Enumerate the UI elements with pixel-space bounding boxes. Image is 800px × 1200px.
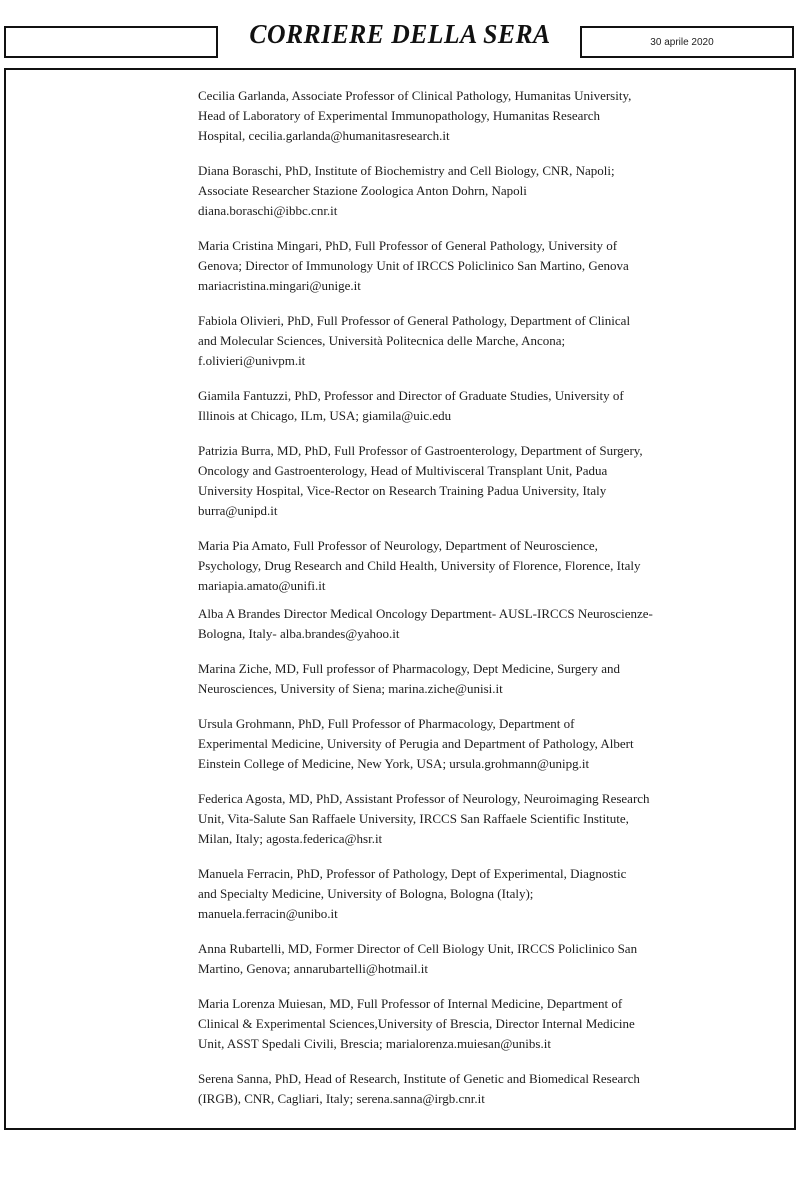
entry-line: Marina Ziche, MD, Full professor of Pharmacology, Dept Medicine, Surgery and (198, 661, 621, 676)
entry-line: Illinois at Chicago, ILm, USA; giamila@uic.edu (198, 408, 452, 423)
entry-line: Cecilia Garlanda, Associate Professor of Clinical Pathology, Humanitas University, (198, 88, 632, 103)
signatory-entry (198, 86, 688, 146)
entry-line: Serena Sanna, PhD, Head of Research, Institute of Genetic and Biomedical Research (198, 1071, 640, 1086)
entry-line: Maria Cristina Mingari, PhD, Full Professor of General Pathology, University of (198, 238, 618, 253)
entry-line: Fabiola Olivieri, PhD, Full Professor of General Pathology, Department of Clinical (198, 313, 631, 328)
signatory-entry (198, 311, 688, 371)
signatory-entry (198, 714, 688, 774)
entry-line: mariacristina.mingari@unige.it (198, 278, 361, 293)
entry-line: University Hospital, Vice-Rector on Research Training Padua University, Italy (198, 483, 607, 498)
entry-line: Bologna, Italy- alba.brandes@yahoo.it (198, 626, 400, 641)
entry-line: Head of Laboratory of Experimental Immunopathology, Humanitas Research (198, 108, 601, 123)
entry-line: Oncology and Gastroenterology, Head of Multivisceral Transplant Unit, Padua (198, 463, 608, 478)
entry-line: and Specialty Medicine, University of Bologna, Bologna (Italy); (198, 886, 534, 901)
entry-line: f.olivieri@univpm.it (198, 353, 306, 368)
entry-line: mariapia.amato@unifi.it (198, 578, 326, 593)
signatory-entry (198, 659, 688, 699)
signatory-list (198, 86, 688, 1124)
entry-line: Milan, Italy; agosta.federica@hsr.it (198, 831, 383, 846)
signatory-entry (198, 161, 688, 221)
publication-date: 30 aprile 2020 (650, 36, 714, 48)
signatory-entry (198, 536, 688, 596)
entry-line: Psychology, Drug Research and Child Health, University of Florence, Florence, Italy (198, 558, 641, 573)
signatory-entry (198, 604, 688, 644)
entry-line: Ursula Grohmann, PhD, Full Professor of Pharmacology, Department of (198, 716, 575, 731)
entry-line: Neurosciences, University of Siena; marina.ziche@unisi.it (198, 681, 503, 696)
entry-line: Federica Agosta, MD, PhD, Assistant Professor of Neurology, Neuroimaging Research (198, 791, 650, 806)
entry-line: Martino, Genova; annarubartelli@hotmail.it (198, 961, 429, 976)
signatory-entry (198, 386, 688, 426)
entry-line: diana.boraschi@ibbc.cnr.it (198, 203, 338, 218)
entry-line: Einstein College of Medicine, New York, USA; ursula.grohmann@unipg.it (198, 756, 590, 771)
entry-line: Giamila Fantuzzi, PhD, Professor and Director of Graduate Studies, University of (198, 388, 624, 403)
entry-line: Diana Boraschi, PhD, Institute of Biochemistry and Cell Biology, CNR, Napoli; (198, 163, 615, 178)
entry-line: Unit, ASST Spedali Civili, Brescia; marialorenza.muiesan@unibs.it (198, 1036, 551, 1051)
entry-line: Genova; Director of Immunology Unit of IRCCS Policlinico San Martino, Genova (198, 258, 629, 273)
signatory-entry (198, 939, 688, 979)
entry-line: manuela.ferracin@unibo.it (198, 906, 338, 921)
signatory-entry (198, 864, 688, 924)
entry-line: Manuela Ferracin, PhD, Professor of Pathology, Dept of Experimental, Diagnostic (198, 866, 627, 881)
entry-line: Maria Pia Amato, Full Professor of Neurology, Department of Neuroscience, (198, 538, 598, 553)
entry-line: and Molecular Sciences, Università Politecnica delle Marche, Ancona; (198, 333, 566, 348)
header-left-box (4, 26, 218, 58)
masthead: CORRIERE DELLA SERA (249, 19, 551, 49)
entry-line: Anna Rubartelli, MD, Former Director of Cell Biology Unit, IRCCS Policlinico San (198, 941, 638, 956)
header-date-box (580, 26, 794, 58)
entry-line: Associate Researcher Stazione Zoologica Anton Dohrn, Napoli (198, 183, 527, 198)
entry-line: Alba A Brandes Director Medical Oncology Department- AUSL-IRCCS Neuroscienze- (198, 606, 653, 621)
signatory-entry (198, 236, 688, 296)
entry-line: Patrizia Burra, MD, PhD, Full Professor of Gastroenterology, Department of Surgery, (198, 443, 643, 458)
entry-line: (IRGB), CNR, Cagliari, Italy; serena.sanna@irgb.cnr.it (198, 1091, 485, 1106)
signatory-entry (198, 789, 688, 849)
entry-line: Unit, Vita-Salute San Raffaele University, IRCCS San Raffaele Scientific Institute, (198, 811, 629, 826)
signatory-entry (198, 441, 688, 521)
entry-line: burra@unipd.it (198, 503, 278, 518)
signatory-entry (198, 1069, 688, 1109)
entry-line: Experimental Medicine, University of Perugia and Department of Pathology, Albert (198, 736, 634, 751)
entry-line: Hospital, cecilia.garlanda@humanitasresearch.it (198, 128, 450, 143)
entry-line: Clinical & Experimental Sciences,University of Brescia, Director Internal Medicine (198, 1016, 635, 1031)
signatory-entry (198, 994, 688, 1054)
entry-line: Maria Lorenza Muiesan, MD, Full Professor of Internal Medicine, Department of (198, 996, 623, 1011)
